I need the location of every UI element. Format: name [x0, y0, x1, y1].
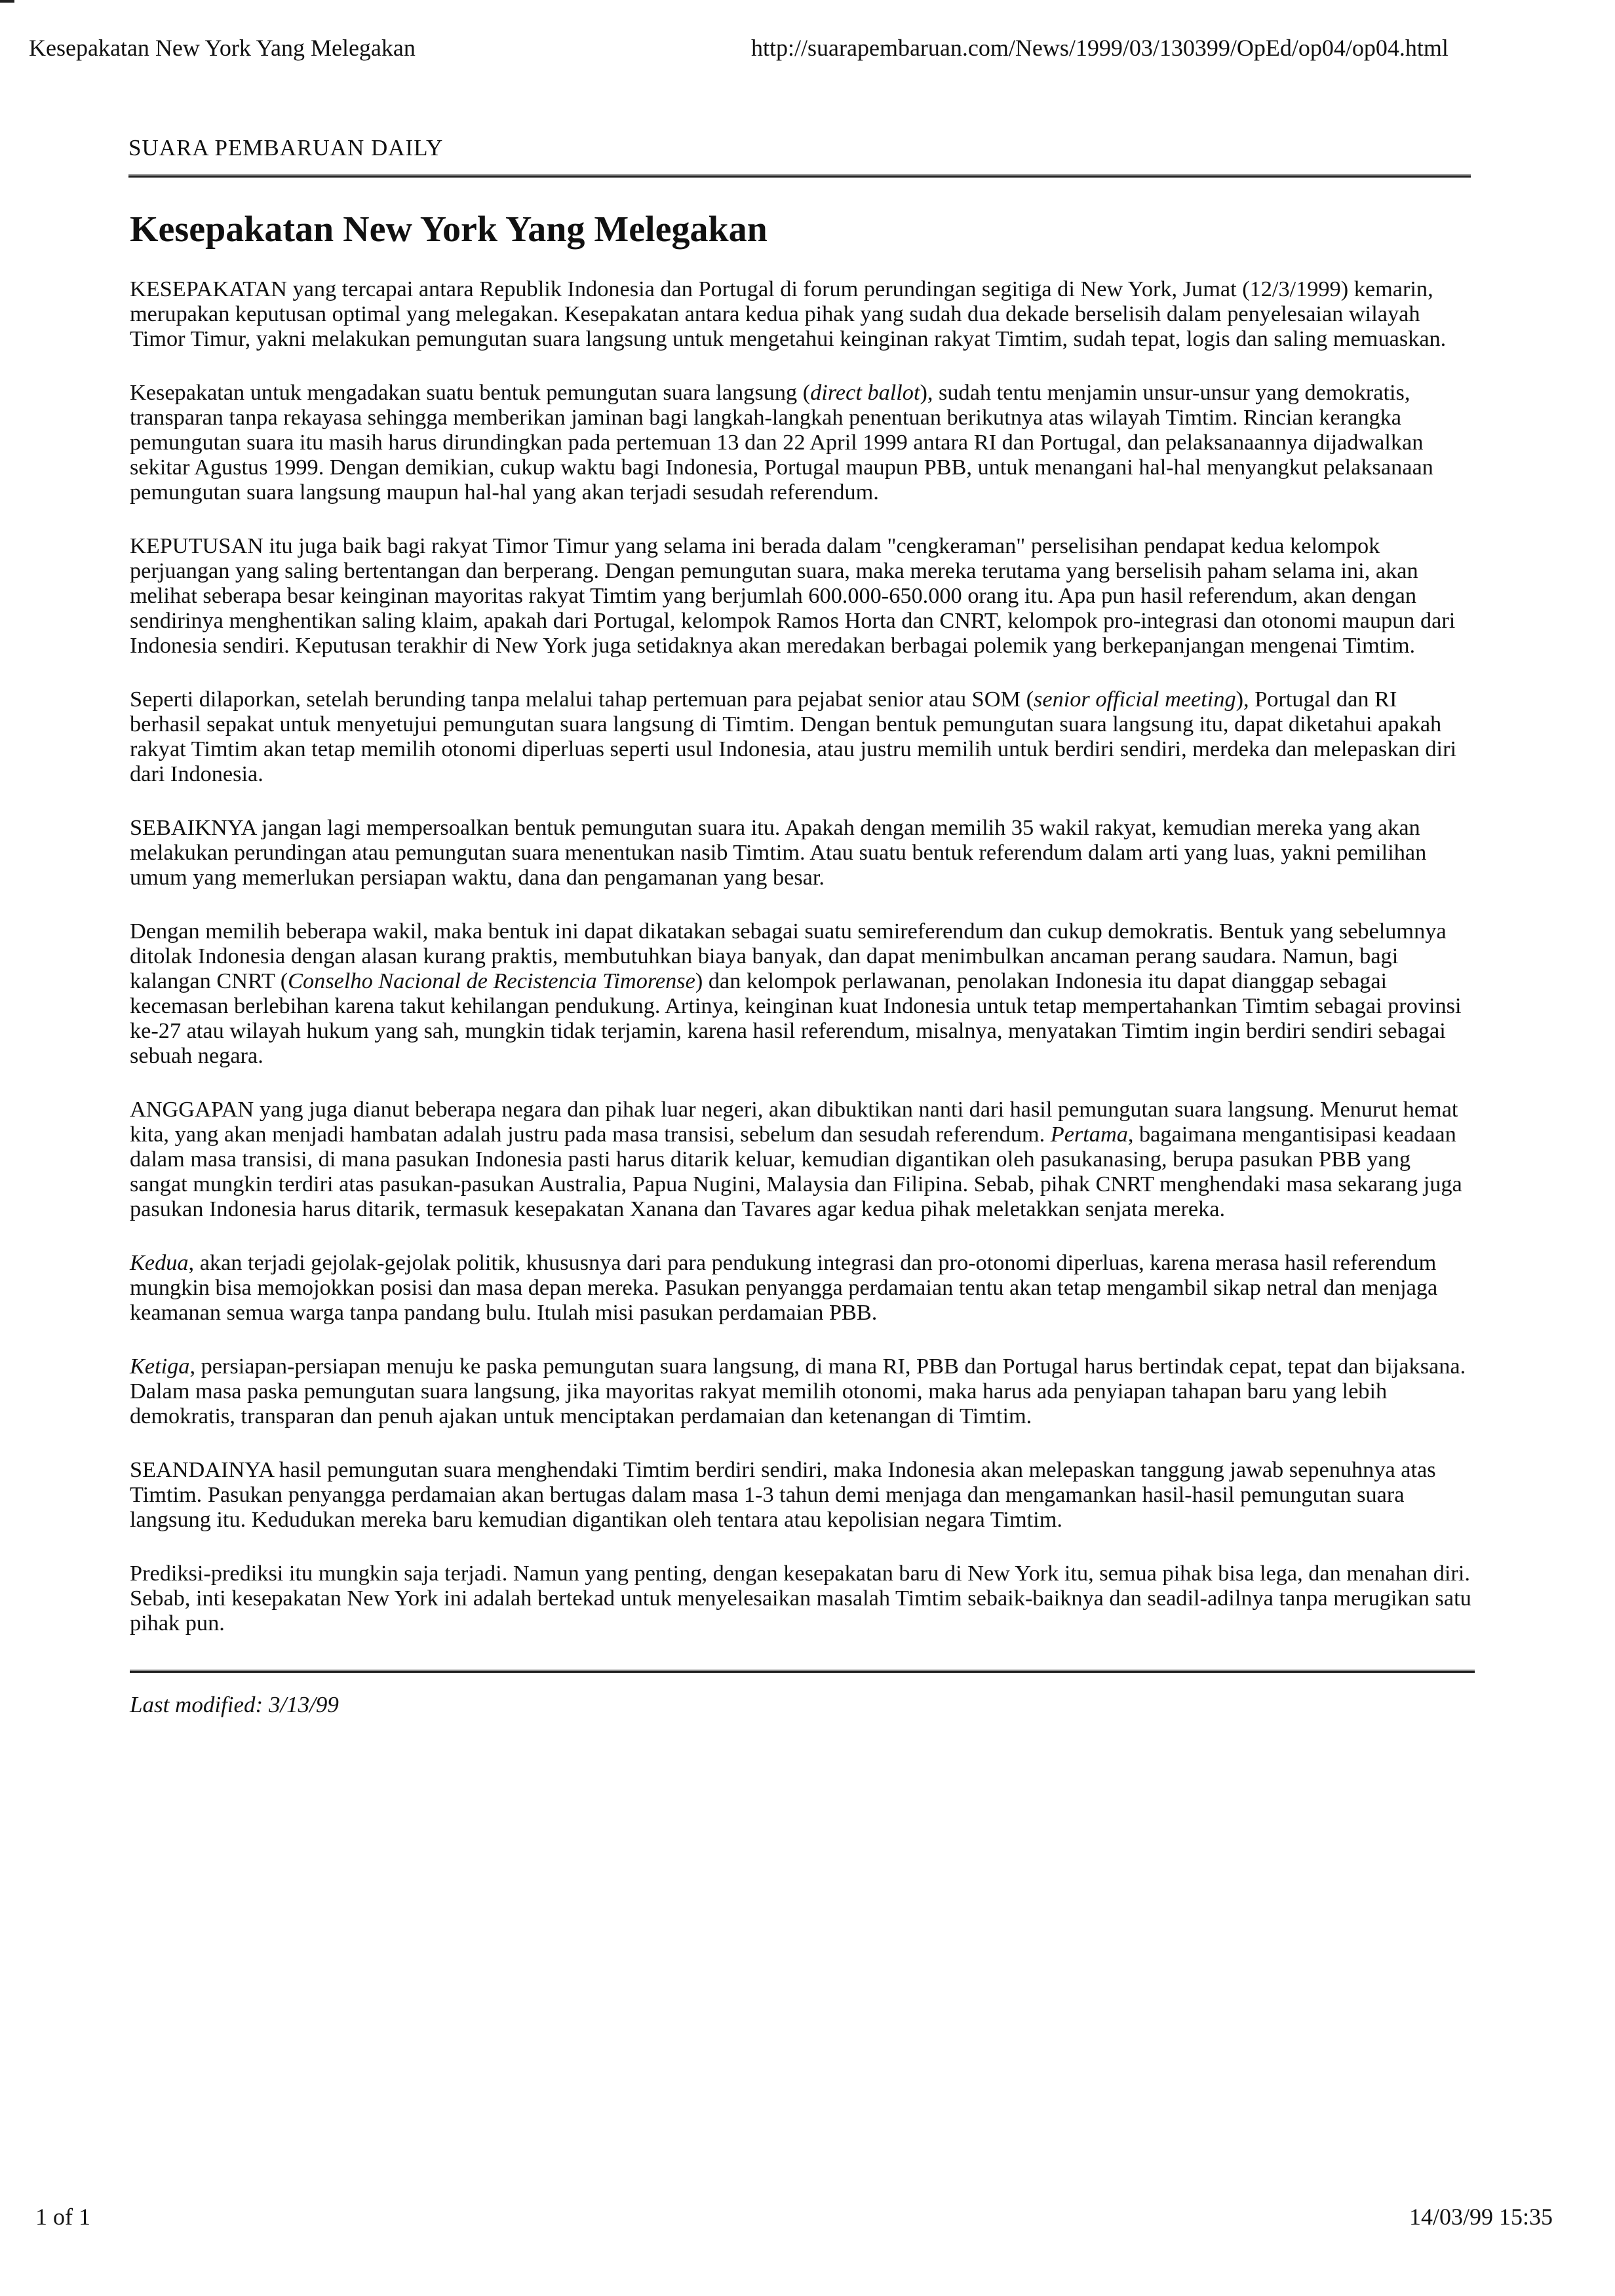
italic-phrase: Kedua [130, 1250, 189, 1275]
print-page-url: http://suarapembaruan.com/News/1999/03/130399/OpEd/op04/op04.html [751, 35, 1449, 61]
page-count: 1 of 1 [35, 2204, 90, 2230]
article-paragraph [130, 1354, 1473, 1428]
paragraph-text: SEBAIKNYA jangan lagi mempersoalkan bentuk pemungutan suara itu. Apakah dengan memilih 35 wakil rakyat, kemudian mereka yang akan melakukan perundingan atau pemungutan suara menentukan nasib Timtim. Atau suatu bentuk referendum dalam arti yang luas, yakni pemilihan umum yang memerlukan persiapan waktu, dana dan pengamanan yang besar. [130, 814, 1427, 890]
article-paragraph [130, 687, 1473, 786]
paragraph-text: Seperti dilaporkan, setelah berunding tanpa melalui tahap pertemuan para pejabat senior atau SOM ( [130, 686, 1034, 712]
paragraph-text: , persiapan-persiapan menuju ke paska pemungutan suara langsung, di mana RI, PBB dan Portugal harus bertindak cepat, tepat dan bijaksana. Dalam masa paska pemungutan suara langsung, jika mayoritas rakyat memilih otonomi, maka harus ada penyiapan tahapan baru yang lebih demokratis, transparan dan penuh ajakan untuk menciptakan perdamaian dan ketenangan di Timtim. [130, 1353, 1466, 1428]
article-headline: Kesepakatan New York Yang Melegakan [130, 209, 768, 250]
bottom-divider [130, 1670, 1475, 1673]
site-name: SUARA PEMBARUAN DAILY [128, 135, 444, 161]
top-divider [128, 174, 1471, 178]
paragraph-text: Prediksi-prediksi itu mungkin saja terjadi. Namun yang penting, dengan kesepakatan baru di New York itu, semua pihak bisa lega, dan menahan diri. Sebab, inti kesepakatan New York ini adalah bertekad untuk menyelesaikan masalah Timtim sebaik-baiknya dan seadil-adilnya tanpa merugikan satu pihak pun. [130, 1560, 1471, 1636]
paragraph-text: KESEPAKATAN yang tercapai antara Republik Indonesia dan Portugal di forum perundingan segitiga di New York, Jumat (12/3/1999) kemarin, merupakan keputusan optimal yang melegakan. Kesepakatan antara kedua pihak yang sudah dua dekade berselisih dalam penyelesaian wilayah Timor Timur, yakni melakukan pemungutan suara langsung untuk mengetahui keinginan rakyat Timtim, sudah tepat, logis dan saling memuaskan. [130, 276, 1447, 351]
paragraph-text: , akan terjadi gejolak-gejolak politik, khususnya dari para pendukung integrasi dan pro-otonomi diperluas, karena merasa hasil referendum mungkin bisa memojokkan posisi dan masa depan mereka. Pasukan penyangga perdamaian tentu akan tetap mengambil sikap netral dan menjaga keamanan semua warga tanpa pandang bulu. Itulah misi pasukan perdamaian PBB. [130, 1250, 1438, 1325]
article-paragraph [130, 1097, 1473, 1221]
paragraph-text: SEANDAINYA hasil pemungutan suara menghendaki Timtim berdiri sendiri, maka Indonesia akan melepaskan tanggung jawab sepenuhnya atas Timtim. Pasukan penyangga perdamaian akan bertugas dalam masa 1-3 tahun demi menjaga dan mengamankan hasil-hasil pemungutan suara langsung itu. Kedudukan mereka baru kemudian digantikan oleh tentara atau kepolisian negara Timtim. [130, 1457, 1436, 1532]
last-modified: Last modified: 3/13/99 [130, 1691, 339, 1717]
article-paragraph [130, 1561, 1473, 1636]
article-body [130, 277, 1473, 1636]
paragraph-text: Kesepakatan untuk mengadakan suatu bentuk pemungutan suara langsung ( [130, 379, 811, 405]
italic-phrase: Conselho Nacional de Recistencia Timorense [288, 968, 695, 993]
print-page-title: Kesepakatan New York Yang Melegakan [29, 35, 416, 61]
print-header [0, 34, 1615, 73]
article-paragraph [130, 533, 1473, 658]
paragraph-text: ANGGAPAN yang juga dianut beberapa negara dan pihak luar negeri, akan dibuktikan nanti dari hasil pemungutan suara langsung. Menurut hemat kita, yang akan menjadi hambatan adalah justru pada masa transisi, sebelum dan sesudah referendum. [130, 1096, 1458, 1147]
article-paragraph [130, 919, 1473, 1068]
paragraph-text: ) dan kelompok perlawanan, penolakan Indonesia itu dapat dianggap sebagai kecemasan berlebihan karena takut kehilangan pendukung. Artinya, keinginan kuat Indonesia untuk tetap mempertahankan Timtim sebagai provinsi ke-27 atau wilayah hukum yang sah, mungkin tidak terjamin, karena hasil referendum, misalnya, menyatakan Timtim ingin berdiri sendiri sebagai sebuah negara. [130, 968, 1462, 1068]
paragraph-text: ), Portugal dan RI berhasil sepakat untuk menyetujui pemungutan suara langsung di Timtim. Dengan bentuk pemungutan suara langsung itu, dapat diketahui apakah rakyat Timtim akan tetap memilih otonomi diperluas seperti usul Indonesia, atau justru memilih untuk berdiri sendiri, merdeka dan melepaskan diri dari Indonesia. [130, 686, 1457, 786]
article-paragraph [130, 380, 1473, 505]
paragraph-text: ), sudah tentu menjamin unsur-unsur yang demokratis, transparan tanpa rekayasa sehingga memberikan jaminan bagi langkah-langkah penentuan berikutnya atas wilayah Timtim. Rincian kerangka pemungutan suara itu masih harus dirundingkan pada pertemuan 13 dan 22 April 1999 antara RI dan Portugal, dan pelaksanaannya dijadwalkan sekitar Agustus 1999. Dengan demikian, cukup waktu bagi Indonesia, Portugal maupun PBB, untuk menangani hal-hal menyangkut pelaksanaan pemungutan suara langsung maupun hal-hal yang akan terjadi sesudah referendum. [130, 379, 1433, 505]
scan-corner-mark [0, 0, 14, 3]
article-paragraph [130, 1250, 1473, 1325]
paragraph-text: Dengan memilih beberapa wakil, maka bentuk ini dapat dikatakan sebagai suatu semireferendum dan cukup demokratis. Bentuk yang sebelumnya ditolak Indonesia dengan alasan kurang praktis, membutuhkan biaya banyak, dan dapat menimbulkan ancaman perang saudara. Namun, bagi kalangan CNRT ( [130, 918, 1447, 993]
italic-phrase: senior official meeting [1034, 686, 1236, 712]
print-timestamp: 14/03/99 15:35 [1409, 2204, 1553, 2230]
article [130, 210, 1473, 1717]
italic-phrase: direct ballot [810, 379, 920, 405]
paragraph-text: KEPUTUSAN itu juga baik bagi rakyat Timor Timur yang selama ini berada dalam "cengkeraman" perselisihan pendapat kedua kelompok perjuangan yang saling bertentangan dan berperang. Dengan pemungutan suara, maka mereka terutama yang berselisih paham selama ini, akan melihat seberapa besar keinginan mayoritas rakyat Timtim yang berjumlah 600.000-650.000 orang itu. Apa pun hasil referendum, akan dengan sendirinya menghentikan saling klaim, apakah dari Portugal, kelompok Ramos Horta dan CNRT, kelompok pro-integrasi dan otonomi maupun dari Indonesia sendiri. Keputusan terakhir di New York juga setidaknya akan meredakan berbagai polemik yang berkepanjangan mengenai Timtim. [130, 533, 1456, 658]
article-paragraph [130, 1457, 1473, 1532]
article-paragraph [130, 815, 1473, 890]
italic-phrase: Ketiga [130, 1353, 190, 1379]
italic-phrase: Pertama [1050, 1121, 1128, 1147]
paragraph-text: , bagaimana mengantisipasi keadaan dalam masa transisi, di mana pasukan Indonesia pasti harus ditarik keluar, kemudian digantikan oleh pasukanasing, berupa pasukan PBB yang sangat mungkin terdiri atas pasukan-pasukan Australia, Papua Nugini, Malaysia dan Filipina. Sebab, pihak CNRT menghendaki masa sekarang juga pasukan Indonesia harus ditarik, termasuk kesepakatan Xanana dan Tavares agar kedua pihak meletakkan senjata mereka. [130, 1121, 1462, 1221]
article-paragraph [130, 277, 1473, 351]
